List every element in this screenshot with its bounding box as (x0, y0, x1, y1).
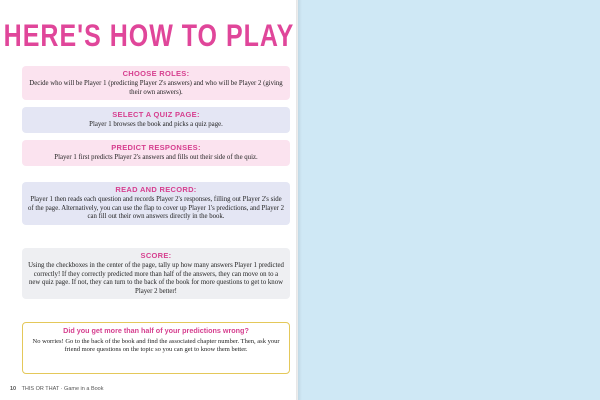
page-number: 10 (10, 386, 17, 392)
section-read-record (22, 182, 290, 225)
book-gutter (296, 0, 302, 400)
section-heading: READ AND RECORD: (115, 185, 197, 194)
left-page (0, 0, 298, 400)
section-text: Player 1 then reads each question and records Player 2's responses, filling out Player 2's side of the page. Alternatively, you can use the flap to cover up Player 1's predictions, and Player 2 can fill out their own answers directly in the book. (28, 196, 284, 221)
section-predict (22, 140, 290, 166)
callout-heading: Did you get more than half of your predictions wrong? (63, 326, 249, 335)
section-text: Player 1 browses the book and picks a quiz page. (89, 121, 223, 128)
page-folio: 10 THIS OR THAT · Game in a Book (10, 386, 104, 392)
section-heading: CHOOSE ROLES: (122, 69, 190, 78)
section-heading: PREDICT RESPONSES: (111, 143, 201, 152)
section-score (22, 248, 290, 299)
section-text: Decide who will be Player 1 (predicting Player 2's answers) and who will be Player 2 (giving their own answers). (29, 80, 283, 96)
callout-text: No worries! Go to the back of the book and find the associated chapter number. Then, ask your friend more questions on the topic so you can get to know them better. (32, 338, 280, 354)
section-choose-roles (22, 66, 290, 100)
page-title: HERE'S HOW TO PLAY (3, 18, 295, 54)
book-subtitle: Game in a Book (64, 386, 104, 392)
right-page (298, 0, 600, 400)
section-heading: SELECT A QUIZ PAGE: (112, 110, 200, 119)
section-text: Player 1 first predicts Player 2's answers and fills out their side of the quiz. (54, 154, 258, 161)
section-heading: SCORE: (140, 251, 172, 260)
callout-box (22, 322, 290, 374)
section-text: Using the checkboxes in the center of the page, tally up how many answers Player 1 predicted correctly! If they correctly predicted more than half of the answers, they can move on to a new quiz page. If not, they can turn to the back of the book for more questions to get to know Player 2 better! (28, 262, 284, 295)
book-title: THIS OR THAT (21, 386, 60, 392)
section-select-quiz (22, 107, 290, 133)
